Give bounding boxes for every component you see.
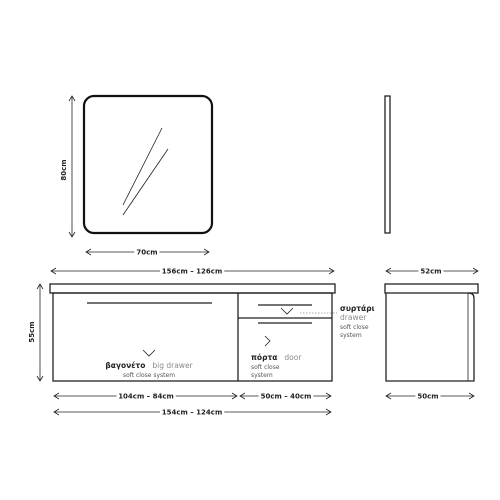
cabinet-side-view [385,284,478,381]
left-section-width-dimension [54,393,237,401]
side-top-slab [385,284,478,293]
door-open-chevron [265,336,270,346]
right-section-width-label: 50cm – 40cm [260,392,312,401]
door-label [251,347,302,364]
base-width-dimension [54,409,331,417]
small-drawer-english-label: drawer [340,313,367,322]
base-width-label: 154cm – 124cm [161,408,223,417]
big-drawer-greek-label: βαγονέτο [105,361,146,370]
cabinet-overall-width-label: 156cm – 126cm [161,267,223,276]
mirror-width-label: 70cm [136,248,158,257]
right-section-width-dimension [240,393,331,401]
small-drawer-note-line1: soft close [340,324,369,331]
cabinet-height-label: 55cm [28,321,36,343]
mirror-side-profile [385,96,390,233]
cabinet-overall-width-dimension [51,268,334,276]
left-section-width-label: 104cm – 84cm [118,392,174,401]
mirror-width-dimension [86,249,209,257]
door-greek-label: πόρτα [251,353,278,362]
mirror-glare-line [123,149,168,215]
mirror-height-label: 80cm [60,159,68,181]
big-drawer-label [105,355,193,372]
side-bottom-depth-label: 50cm [417,392,439,401]
door-english-label: door [284,353,302,362]
door-note-line2: system [251,372,273,379]
mirror-frame [84,96,212,233]
small-drawer-note-line2: system [340,332,362,339]
small-drawer-greek-label: συρτάρι [340,304,375,313]
side-top-depth-label: 52cm [420,267,442,276]
side-top-depth-dimension [386,268,478,276]
cabinet-height-dimension [28,284,43,381]
big-drawer-english-label: big drawer [152,361,193,370]
mirror-front [84,96,212,233]
big-drawer-note: soft close system [122,372,176,379]
small-drawer-open-chevron [281,308,293,314]
door-note-line1: soft close [251,364,280,371]
mirror-height-dimension [60,96,75,237]
side-bottom-depth-dimension [386,393,474,401]
cabinet-top-slab [50,284,335,293]
side-body [386,293,474,381]
